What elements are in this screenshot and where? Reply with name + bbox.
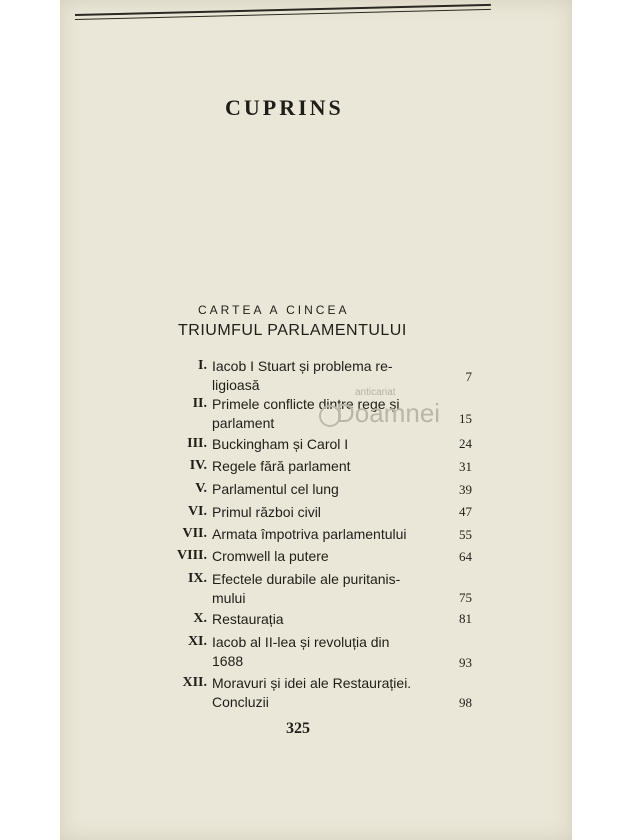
section-subtitle: TRIUMFUL PARLAMENTULUI [178, 322, 407, 339]
toc-number: XI. [187, 634, 207, 649]
page-number: 325 [286, 720, 310, 737]
toc-title: Iacob al II-lea și revoluția din 1688 [212, 634, 390, 669]
toc-page: 39 [459, 482, 472, 497]
toc-page: 55 [459, 527, 472, 542]
toc-page: 81 [459, 611, 472, 626]
toc-number: VIII. [177, 548, 207, 563]
page-title: CUPRINS [225, 95, 344, 120]
toc-title: Armata împotriva parlamentului [212, 526, 407, 542]
toc-title: Parlamentul cel lung [212, 481, 339, 497]
toc-page: 7 [465, 369, 472, 384]
toc-page: 93 [459, 655, 472, 670]
toc-number: VII. [182, 526, 207, 541]
toc-number: IX. [187, 571, 207, 586]
toc-title: Buckingham și Carol I [212, 436, 349, 452]
toc-page: 24 [459, 436, 472, 451]
toc-number: I. [198, 358, 207, 373]
toc-page: 64 [459, 549, 472, 564]
watermark-subtext: anticariat [355, 387, 396, 398]
toc-number: III. [187, 436, 207, 451]
toc-page: 31 [459, 459, 472, 474]
toc-title: Iacob I Stuart și problema re- ligioasă [212, 358, 393, 393]
toc-title: Regele fără parlament [212, 458, 351, 474]
section-heading: CARTEA A CINCEA [198, 303, 350, 317]
toc-title: Moravuri și idei ale Restaurației. Concluzii [212, 675, 412, 710]
watermark-text: Doamnei [336, 398, 441, 428]
toc-page: 75 [459, 590, 472, 605]
toc-number: IV. [189, 458, 207, 473]
toc-title: Primele conflicte dintre rege și parlament [212, 396, 400, 431]
toc-number: XII. [182, 675, 207, 690]
toc-page: 98 [459, 695, 472, 710]
toc-title: Primul război civil [212, 504, 321, 520]
toc-number: VI. [187, 504, 207, 519]
toc-title: Efectele durabile ale puritanis- mului [212, 571, 401, 606]
toc-number: II. [192, 396, 207, 411]
toc-number: X. [193, 611, 207, 626]
toc-title: Cromwell la putere [212, 548, 329, 564]
toc-number: V. [195, 481, 207, 496]
toc-title: Restaurația [212, 611, 284, 627]
toc-page: 47 [459, 504, 472, 519]
toc-page: 15 [459, 411, 472, 426]
